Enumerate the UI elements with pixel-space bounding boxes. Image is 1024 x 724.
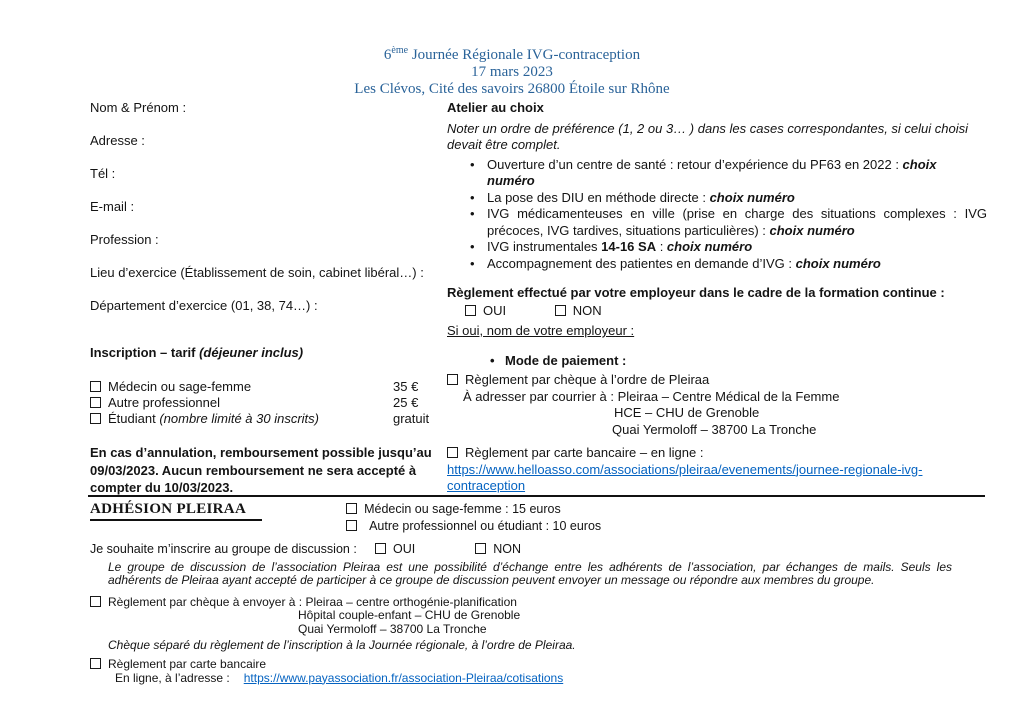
tarif-heading: Inscription – tarif (déjeuner inclus)	[90, 345, 304, 360]
atelier-heading: Atelier au choix	[447, 100, 544, 115]
payment-card-label: Règlement par carte bancaire – en ligne :	[465, 445, 704, 460]
adhesion-cheque-option	[90, 596, 985, 637]
ordinal-superscript: ème	[391, 45, 409, 56]
adhesion-option-medecin: Médecin ou sage-femme : 15 euros	[346, 502, 601, 518]
title-line-2: 17 mars 2023	[471, 64, 553, 80]
discussion-group-note: Le groupe de discussion de l’association Pleiraa est une possibilité d’échange entre les adhérents de l’association, par échanges de mails. Seuls les adhérents de Pleiraa ayant accepté de participer à ce groupe de discussion peuvent envoyer un message ou répondre aux membres du groupe.	[108, 559, 952, 587]
payassociation-link[interactable]: https://www.payassociation.fr/association-Pleiraa/cotisations	[243, 670, 564, 685]
adhesion-cheque-label: Règlement par chèque à envoyer à : Pleiraa – centre orthogénie-planification	[108, 594, 517, 609]
discussion-group-row	[90, 542, 985, 558]
adhesion-section	[90, 502, 985, 685]
cheque-separate-note: Chèque séparé du règlement de l’inscription à la Journée régionale, à l’ordre de Pleiraa.	[108, 638, 576, 652]
field-nom-prenom: Nom & Prénom :	[90, 100, 187, 115]
adhesion-card-label: Règlement par carte bancaire	[108, 656, 267, 671]
checkbox-adhesion-cheque[interactable]	[90, 596, 101, 607]
checkbox-employer-non[interactable]	[555, 305, 566, 316]
atelier-bullet-2: • La pose des DIU en méthode directe : choix numéro	[447, 190, 987, 207]
checkbox-etudiant[interactable]	[90, 413, 101, 424]
atelier-bullet-4: • IVG instrumentales 14-16 SA : choix numéro	[447, 239, 987, 256]
section-divider	[88, 495, 985, 497]
checkbox-medecin[interactable]	[90, 381, 101, 392]
checkbox-employer-oui[interactable]	[465, 305, 476, 316]
atelier-bullet-1: • Ouverture d’un centre de santé : retour d’expérience du PF63 en 2022 : choix numéro	[447, 157, 987, 190]
mail-address-line-3: Quai Yermoloff – 38700 La Tronche	[612, 421, 817, 437]
payment-cheque-label: Règlement par chèque à l’ordre de Pleiraa	[465, 372, 710, 387]
payment-card-option	[447, 445, 987, 495]
mode-paiement-heading: • Mode de paiement :	[447, 353, 987, 370]
adhesion-options	[346, 502, 601, 535]
tarif-option-label: Étudiant	[108, 411, 160, 426]
checkbox-payment-cheque[interactable]	[447, 374, 458, 385]
tarif-price: 35 €	[393, 379, 419, 394]
payment-cheque-option	[447, 372, 987, 438]
oui-option: OUI	[465, 303, 506, 318]
tarif-option-autre	[90, 395, 438, 411]
right-column	[447, 100, 987, 495]
adhesion-card-option	[90, 657, 985, 685]
bullet-icon	[470, 157, 487, 190]
adhesion-option-autre: Autre professionnel ou étudiant : 10 euros	[346, 519, 601, 535]
tarif-option-label: Autre professionnel	[108, 395, 221, 410]
tarif-option-etudiant: Étudiant (nombre limité à 30 inscrits) gratuit	[90, 411, 438, 427]
field-profession: Profession :	[90, 232, 159, 247]
bullet-icon	[470, 206, 487, 239]
adhesion-address-line-2: Hôpital couple-enfant – CHU de Grenoble	[298, 608, 521, 622]
document-title	[0, 42, 1024, 98]
title-line-1: 6ème Journée Régionale IVG-contraception	[383, 45, 641, 63]
tarif-price: gratuit	[393, 411, 430, 426]
employer-payment-heading: Règlement effectué par votre employeur dans le cadre de la formation continue :	[447, 285, 945, 300]
left-column	[90, 100, 438, 497]
cancellation-note: En cas d’annulation, remboursement possible jusqu’au 09/03/2023. Aucun remboursement ne sera accepté à compter du 10/03/2023.	[90, 445, 432, 495]
atelier-bullet-5: • Accompagnement des patientes en demande d’IVG : choix numéro	[447, 256, 987, 273]
bullet-icon	[470, 256, 487, 273]
mail-address-line-1: À adresser par courrier à : Pleiraa – Centre Médical de la Femme	[463, 388, 840, 404]
non-option: NON	[555, 303, 602, 318]
bullet-icon	[470, 190, 487, 207]
checkbox-adhesion-card[interactable]	[90, 658, 101, 669]
tarif-option-label: Médecin ou sage-femme	[108, 379, 252, 394]
checkbox-adhesion-medecin[interactable]	[346, 503, 357, 514]
field-adresse: Adresse :	[90, 133, 145, 148]
title-line-3: Les Clévos, Cité des savoirs 26800 Étoile sur Rhône	[354, 81, 670, 97]
tarif-option-medecin	[90, 379, 438, 395]
field-departement-exercice: Département d’exercice (01, 38, 74…) :	[90, 298, 318, 313]
online-address-label: En ligne, à l’adresse :	[115, 670, 230, 685]
discussion-group-label: Je souhaite m’inscrire au groupe de discussion :	[90, 542, 357, 556]
checkbox-payment-card[interactable]	[447, 447, 458, 458]
mail-address-line-2: HCE – CHU de Grenoble	[614, 405, 760, 420]
checkbox-discussion-oui[interactable]	[375, 543, 386, 554]
bullet-icon	[470, 239, 487, 256]
checkbox-adhesion-autre[interactable]	[346, 520, 357, 531]
employer-oui-non	[465, 303, 987, 320]
atelier-bullet-3: • IVG médicamenteuses en ville (prise en charge des situations complexes : IVG précoces, IVG tardives, situations particulières) : choix numéro	[447, 206, 987, 239]
checkbox-discussion-non[interactable]	[475, 543, 486, 554]
non-option: NON	[475, 542, 521, 558]
field-lieu-exercice: Lieu d’exercice (Établissement de soin, cabinet libéral…) :	[90, 265, 424, 280]
checkbox-autre-professionnel[interactable]	[90, 397, 101, 408]
employer-name-label: Si oui, nom de votre employeur :	[447, 323, 635, 338]
adhesion-heading: ADHÉSION PLEIRAA	[90, 502, 262, 521]
adhesion-address-line-3: Quai Yermoloff – 38700 La Tronche	[298, 621, 487, 636]
bullet-icon	[490, 353, 505, 370]
helloasso-link[interactable]: https://www.helloasso.com/associations/pleiraa/evenements/journee-regionale-ivg-contraception	[447, 461, 923, 493]
tarif-price: 25 €	[393, 395, 419, 410]
atelier-note: Noter un ordre de préférence (1, 2 ou 3… ) dans les cases correspondantes, si celui choisi devait être complet.	[447, 120, 968, 152]
field-tel: Tél :	[90, 166, 116, 181]
oui-option: OUI	[375, 542, 415, 558]
field-email: E-mail :	[90, 199, 135, 214]
